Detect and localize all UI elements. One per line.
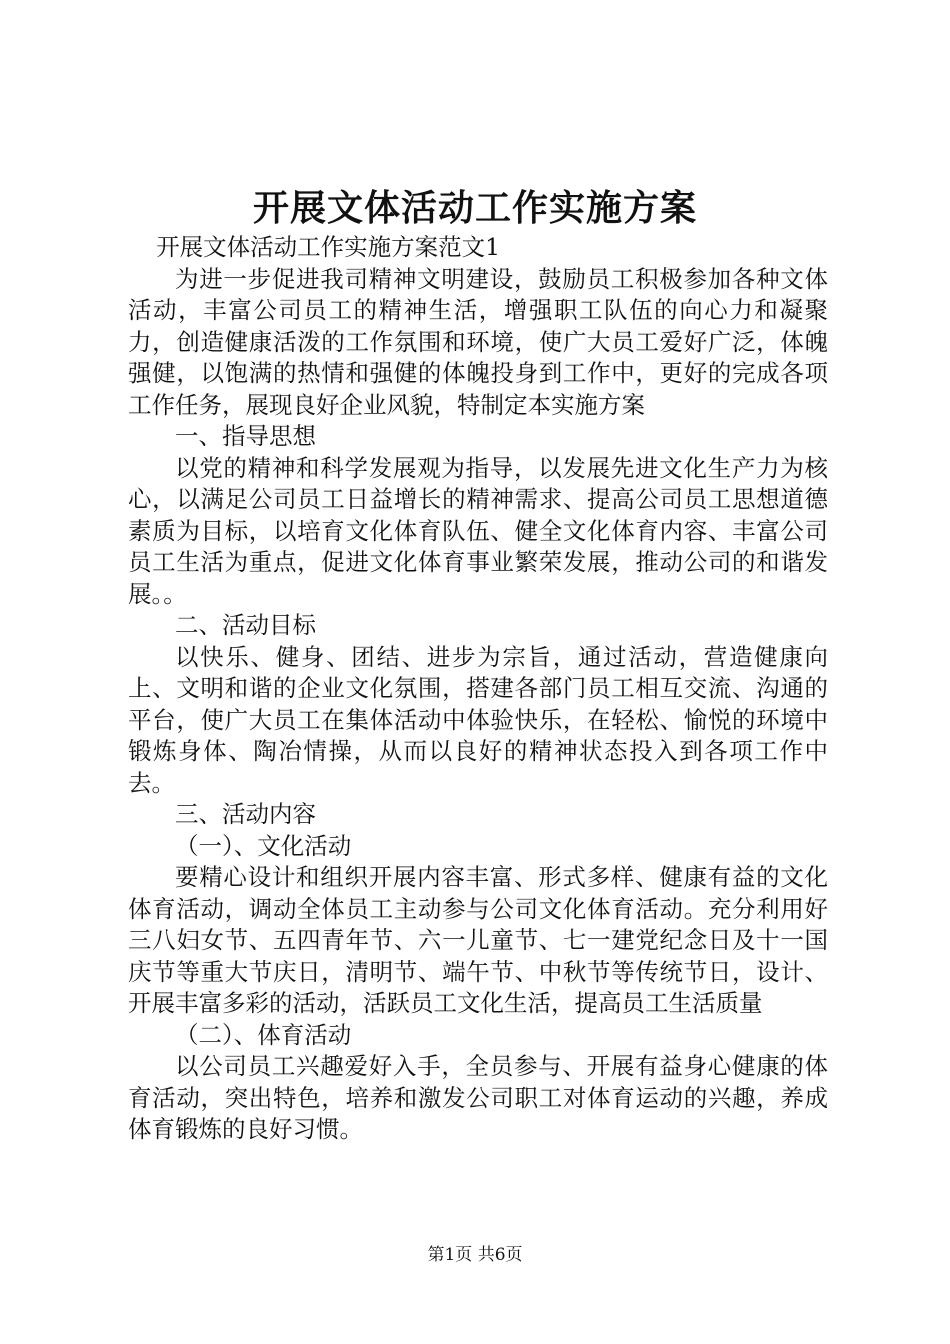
section-heading-activity-goals: 二、活动目标	[175, 611, 316, 639]
document-subtitle: 开展文体活动工作实施方案范文1	[156, 233, 501, 261]
document-body	[128, 232, 828, 1146]
paragraph-activity-goals: 以快乐、健身、团结、进步为宗旨，通过活动，营造健康向上、文明和谐的企业文化氛围，搭建各部门员工相互交流、沟通的平台，使广大员工在集体活动中体验快乐，在轻松、愉悦的环境中锻炼身体、陶冶情操，从而以良好的精神状态投入到各项工作中去。	[128, 642, 828, 797]
page-footer: 第1页 共6页	[427, 1245, 523, 1265]
section-heading-activity-content: 三、活动内容	[175, 800, 316, 828]
paragraph-sports-activities: 以公司员工兴趣爱好入手，全员参与、开展有益身心健康的体育活动，突出特色，培养和激发公司职工对体育运动的兴趣，养成体育锻炼的良好习惯。	[128, 1052, 828, 1143]
paragraph-intro: 为进一步促进我司精神文明建设，鼓励员工积极参加各种文体活动，丰富公司员工的精神生活，增强职工队伍的向心力和凝聚力，创造健康活泼的工作氛围和环境，使广大员工爱好广泛，体魄强健，以饱满的热情和强健的体魄投身到工作中，更好的完成各项工作任务，展现良好企业风貌，特制定本实施方案	[128, 264, 828, 419]
subsection-heading-cultural-activities: （一）、文化活动	[175, 831, 352, 860]
paragraph-guiding-ideology: 以党的精神和科学发展观为指导，以发展先进文化生产力为核心，以满足公司员工日益增长的精神需求、提高公司员工思想道德素质为目标，以培育文化体育队伍、健全文化体育内容、丰富公司员工生活为重点，促进文化体育事业繁荣发展，推动公司的和谐发展。。	[128, 453, 828, 608]
document-title: 开展文体活动工作实施方案	[252, 187, 697, 229]
paragraph-cultural-activities: 要精心设计和组织开展内容丰富、形式多样、健康有益的文化体育活动，调动全体员工主动参与公司文化体育活动。充分利用好三八妇女节、五四青年节、六一儿童节、七一建党纪念日及十一国庆节等重大节庆日，清明节、端午节、中秋节等传统节日，设计、开展丰富多彩的活动，活跃员工文化生活，提高员工生活质量	[128, 863, 828, 1017]
subsection-heading-sports-activities: （二）、体育活动	[175, 1020, 352, 1049]
section-heading-guiding-ideology: 一、指导思想	[175, 422, 316, 450]
